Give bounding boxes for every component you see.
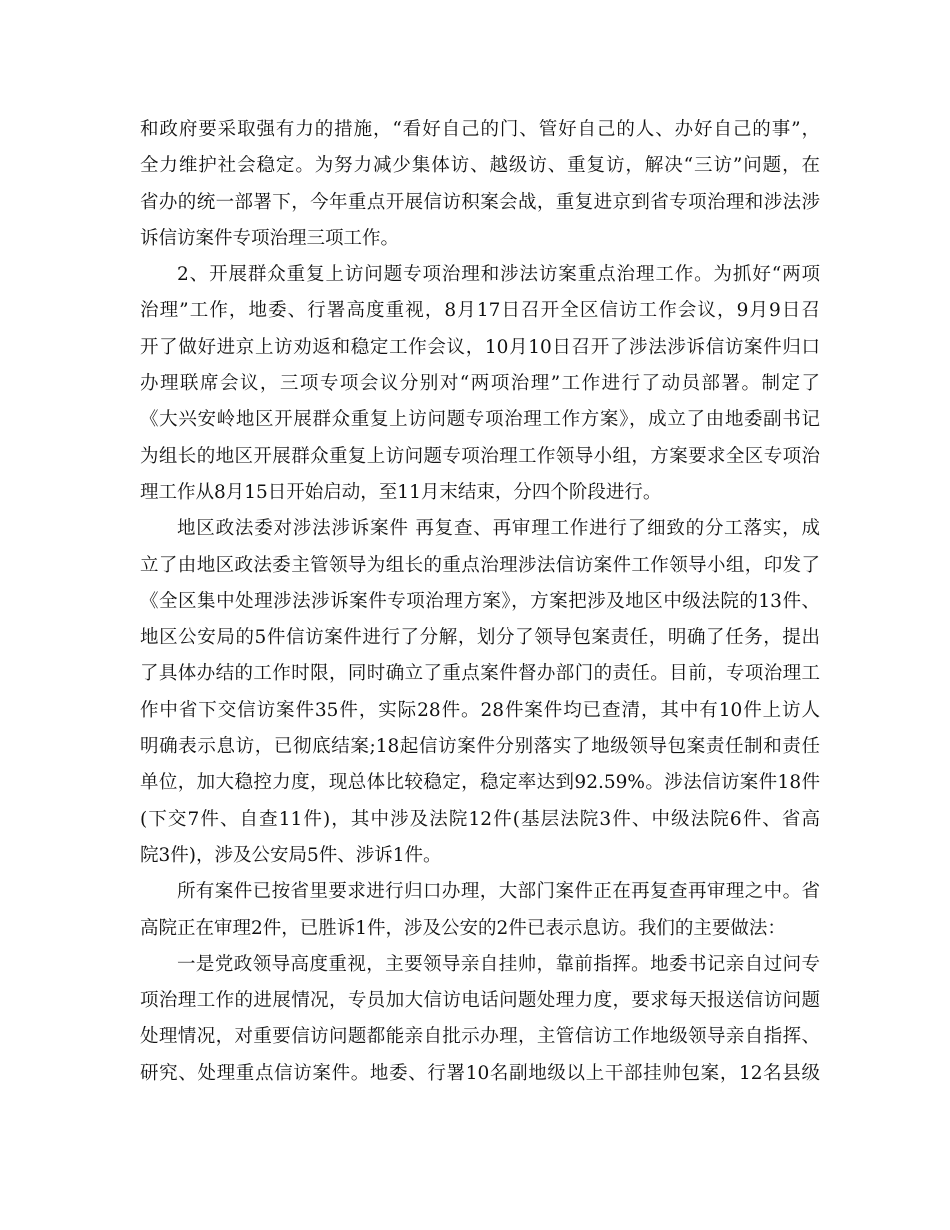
text-line: 高院正在审理2件，已胜诉1件，涉及公安的2件已表示息访。我们的主要做法： (140, 917, 786, 939)
paragraph-2 (140, 257, 820, 511)
text-line: 开了做好进京上访劝返和稳定工作会议，10月10日召开了涉法涉诉信访案件归口 (140, 336, 820, 358)
text-line: 地区公安局的5件信访案件进行了分解，划分了领导包案责任，明确了任务，提出 (140, 627, 820, 649)
text-line: 《大兴安岭地区开展群众重复上访问题专项治理工作方案》，成立了由地委副书记 (140, 409, 820, 431)
text-line: 省办的统一部署下，今年重点开展信访积案会战，重复进京到省专项治理和涉法涉 (140, 191, 820, 213)
paragraph-1 (140, 112, 820, 257)
text-line: 理工作从8月15日开始启动，至11月末结束，分四个阶段进行。 (140, 481, 662, 503)
text-line: 了具体办结的工作时限，同时确立了重点案件督办部门的责任。目前，专项治理工 (140, 663, 820, 685)
text-line: 处理情况，对重要信访问题都能亲自批示办理，主管信访工作地级领导亲自指挥、 (140, 1026, 820, 1048)
text-line: 明确表示息访，已彻底结案;18起信访案件分别落实了地级领导包案责任制和责任 (140, 736, 820, 758)
paragraph-5 (140, 947, 820, 1092)
text-line: 一是党政领导高度重视，主要领导亲自挂帅，靠前指挥。地委书记亲自过问专 (177, 953, 820, 975)
text-line: 地区政法委对涉法涉诉案件 再复查、再审理工作进行了细致的分工落实，成 (177, 518, 820, 540)
text-line: 项治理工作的进展情况，专员加大信访电话问题处理力度，要求每天报送信访问题 (140, 990, 820, 1012)
text-line: 立了由地区政法委主管领导为组长的重点治理涉法信访案件工作领导小组，印发了 (140, 554, 820, 576)
text-line: 研究、处理重点信访案件。地委、行署10名副地级以上干部挂帅包案，12名县级 (140, 1062, 820, 1084)
text-line: 作中省下交信访案件35件，实际28件。28件案件均已查清，其中有10件上访人 (140, 699, 820, 721)
document-body (140, 112, 820, 1092)
paragraph-4 (140, 874, 820, 947)
text-line: 《全区集中处理涉法涉诉案件专项治理方案》，方案把涉及地区中级法院的13件、 (140, 590, 820, 612)
text-line: 单位，加大稳控力度，现总体比较稳定，稳定率达到92.59%。涉法信访案件18件 (140, 772, 820, 794)
text-line: 为组长的地区开展群众重复上访问题专项治理工作领导小组，方案要求全区专项治 (140, 445, 820, 467)
text-line: 全力维护社会稳定。为努力减少集体访、越级访、重复访，解决“三访”问题，在 (140, 155, 820, 177)
text-line: 所有案件已按省里要求进行归口办理，大部门案件正在再复查再审理之中。省 (177, 881, 820, 903)
text-line: 诉信访案件专项治理三项工作。 (140, 227, 400, 249)
text-line: 治理”工作，地委、行署高度重视，8月17日召开全区信访工作会议，9月9日召 (140, 300, 820, 322)
paragraph-3 (140, 511, 820, 874)
text-line: 院3件)，涉及公安局5件、涉诉1件。 (140, 844, 442, 866)
text-line: 办理联席会议，三项专项会议分别对“两项治理”工作进行了动员部署。制定了 (140, 373, 820, 395)
text-line: 和政府要采取强有力的措施，“看好自己的门、管好自己的人、办好自己的事”， (140, 119, 820, 140)
text-line: 2、开展群众重复上访问题专项治理和涉法访案重点治理工作。为抓好“两项 (177, 264, 820, 286)
text-line: (下交7件、自查11件)，其中涉及法院12件(基层法院3件、中级法院6件、省高 (140, 808, 820, 830)
